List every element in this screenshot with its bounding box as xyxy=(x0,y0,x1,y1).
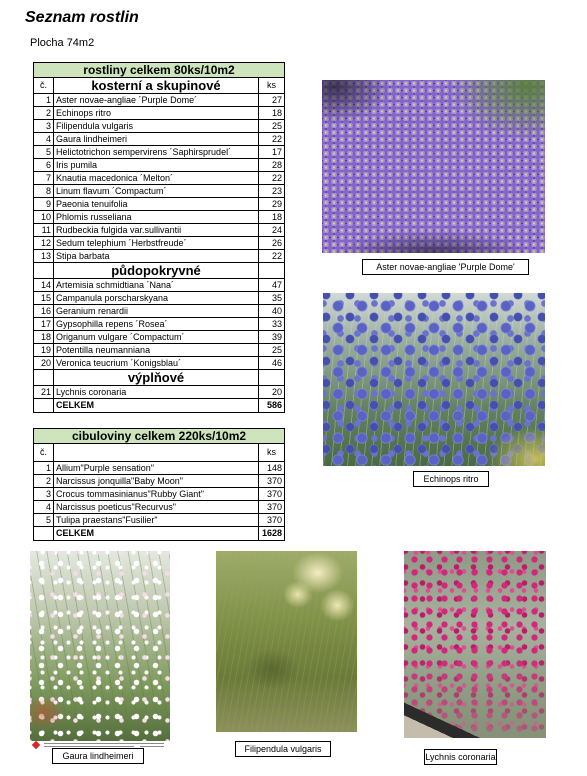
empty-cell xyxy=(34,527,54,541)
plant-name: Aster novae-angliae ´Purple Dome´ xyxy=(54,94,259,107)
table-row xyxy=(34,146,285,159)
table-row xyxy=(34,159,285,172)
table-row xyxy=(34,331,285,344)
plant-name: Campanula porscharskyana xyxy=(54,292,259,305)
row-number: 1 xyxy=(34,462,54,475)
filipendula-photo xyxy=(216,551,357,732)
table-row xyxy=(34,279,285,292)
gaura-caption: Gaura lindheimeri xyxy=(52,748,144,764)
table-row xyxy=(34,357,285,370)
row-number: 14 xyxy=(34,279,54,292)
section-row xyxy=(34,78,285,94)
row-number: 17 xyxy=(34,318,54,331)
section-title: půdopokryvné xyxy=(54,263,259,279)
lychnis-photo xyxy=(404,551,546,738)
quantity: 40 xyxy=(259,305,285,318)
quantity: 370 xyxy=(259,475,285,488)
row-number: 3 xyxy=(34,120,54,133)
plant-name: Echinops ritro xyxy=(54,107,259,120)
table-row xyxy=(34,172,285,185)
empty-cell xyxy=(259,263,285,279)
total-label: CELKEM xyxy=(54,527,259,541)
row-number: 13 xyxy=(34,250,54,263)
gaura-photo xyxy=(30,551,170,741)
plant-name: Paeonia tenuifolia xyxy=(54,198,259,211)
column-header-number: č. xyxy=(34,444,54,462)
table-row xyxy=(34,514,285,527)
quantity: 28 xyxy=(259,159,285,172)
quantity: 22 xyxy=(259,172,285,185)
table-row xyxy=(34,305,285,318)
quantity: 20 xyxy=(259,386,285,399)
plants-table-heading: rostliny celkem 80ks/10m2 xyxy=(34,63,285,78)
plant-name: Sedum telephium ´Herbstfreude´ xyxy=(54,237,259,250)
quantity: 148 xyxy=(259,462,285,475)
plant-name: Gaura lindheimeri xyxy=(54,133,259,146)
row-number: 16 xyxy=(34,305,54,318)
plant-name: Narcissus poeticus"Recurvus" xyxy=(54,501,259,514)
quantity: 22 xyxy=(259,133,285,146)
table-row xyxy=(34,344,285,357)
row-number: 2 xyxy=(34,475,54,488)
row-number: 15 xyxy=(34,292,54,305)
plant-name: Rudbeckia fulgida var.sullivantii xyxy=(54,224,259,237)
empty-cell xyxy=(54,444,259,462)
empty-cell xyxy=(34,370,54,386)
plant-name: Gypsophilla repens ´Rosea´ xyxy=(54,318,259,331)
plant-name: Crocus tommasinianus"Rubby Giant" xyxy=(54,488,259,501)
area-label: Plocha 74m2 xyxy=(30,37,95,49)
row-number: 18 xyxy=(34,331,54,344)
quantity: 22 xyxy=(259,250,285,263)
row-number: 9 xyxy=(34,198,54,211)
table-row xyxy=(34,488,285,501)
table-row xyxy=(34,94,285,107)
row-number: 4 xyxy=(34,133,54,146)
quantity: 25 xyxy=(259,120,285,133)
table-row xyxy=(34,292,285,305)
plant-name: Knautia macedonica ´Melton´ xyxy=(54,172,259,185)
row-number: 19 xyxy=(34,344,54,357)
plant-name: Filipendula vulgaris xyxy=(54,120,259,133)
row-number: 20 xyxy=(34,357,54,370)
quantity: 24 xyxy=(259,224,285,237)
credit-line xyxy=(44,746,134,747)
row-number: 1 xyxy=(34,94,54,107)
table-row xyxy=(34,107,285,120)
quantity: 18 xyxy=(259,107,285,120)
table-row xyxy=(34,475,285,488)
column-header-quantity: ks xyxy=(259,444,285,462)
page-title: Seznam rostlin xyxy=(25,9,139,26)
table-row xyxy=(34,224,285,237)
table-row xyxy=(34,386,285,399)
plants-table xyxy=(33,62,285,413)
plant-name: Linum flavum ´Compactum´ xyxy=(54,185,259,198)
table-row xyxy=(34,318,285,331)
empty-cell xyxy=(34,399,54,413)
row-number: 21 xyxy=(34,386,54,399)
row-number: 5 xyxy=(34,146,54,159)
quantity: 47 xyxy=(259,279,285,292)
table-row xyxy=(34,250,285,263)
total-label: CELKEM xyxy=(54,399,259,413)
table-row xyxy=(34,237,285,250)
echinops-caption: Echinops ritro xyxy=(413,471,489,487)
quantity: 35 xyxy=(259,292,285,305)
table-row xyxy=(34,185,285,198)
quantity: 46 xyxy=(259,357,285,370)
section-row xyxy=(34,263,285,279)
plant-name: Narcissus jonquilla"Baby Moon" xyxy=(54,475,259,488)
table-heading-row xyxy=(34,429,285,444)
row-number: 7 xyxy=(34,172,54,185)
plant-name: Iris pumila xyxy=(54,159,259,172)
table-row xyxy=(34,462,285,475)
plant-name: Veronica teucrium ´Konigsblau´ xyxy=(54,357,259,370)
plant-name: Stipa barbata xyxy=(54,250,259,263)
quantity: 370 xyxy=(259,501,285,514)
table-row xyxy=(34,198,285,211)
quantity: 23 xyxy=(259,185,285,198)
table-row xyxy=(34,120,285,133)
section-row xyxy=(34,370,285,386)
row-number: 4 xyxy=(34,501,54,514)
quantity: 18 xyxy=(259,211,285,224)
plant-name: Artemisia schmidtiana ´Nana´ xyxy=(54,279,259,292)
plant-name: Lychnis coronaria xyxy=(54,386,259,399)
column-header-row xyxy=(34,444,285,462)
row-number: 8 xyxy=(34,185,54,198)
bulbs-table xyxy=(33,428,285,541)
plant-name: Tulipa praestans"Fusilier" xyxy=(54,514,259,527)
plant-name: Allium"Purple sensation" xyxy=(54,462,259,475)
lychnis-caption: Lychnis coronaria xyxy=(424,749,497,765)
row-number: 5 xyxy=(34,514,54,527)
row-number: 10 xyxy=(34,211,54,224)
quantity: 27 xyxy=(259,94,285,107)
empty-cell xyxy=(259,370,285,386)
column-header-number: č. xyxy=(34,78,54,94)
logo-icon xyxy=(32,741,40,749)
quantity: 33 xyxy=(259,318,285,331)
total-row xyxy=(34,399,285,413)
row-number: 6 xyxy=(34,159,54,172)
table-heading-row xyxy=(34,63,285,78)
table-row xyxy=(34,133,285,146)
row-number: 3 xyxy=(34,488,54,501)
section-title: kosterní a skupinové xyxy=(54,78,259,94)
empty-cell xyxy=(34,263,54,279)
quantity: 25 xyxy=(259,344,285,357)
credit-line xyxy=(44,743,164,744)
plant-name: Geranium renardii xyxy=(54,305,259,318)
plant-name: Origanum vulgare ´Compactum´ xyxy=(54,331,259,344)
row-number: 12 xyxy=(34,237,54,250)
plant-name: Potentilla neumanniana xyxy=(54,344,259,357)
row-number: 2 xyxy=(34,107,54,120)
quantity: 370 xyxy=(259,514,285,527)
quantity: 370 xyxy=(259,488,285,501)
section-title: výplňové xyxy=(54,370,259,386)
filipendula-caption: Filipendula vulgaris xyxy=(235,741,331,757)
table-row xyxy=(34,211,285,224)
plant-name: Phlomis russeliana xyxy=(54,211,259,224)
quantity: 26 xyxy=(259,237,285,250)
total-row xyxy=(34,527,285,541)
bulbs-table-heading: cibuloviny celkem 220ks/10m2 xyxy=(34,429,285,444)
total-value: 586 xyxy=(259,399,285,413)
row-number: 11 xyxy=(34,224,54,237)
plant-name: Helictotrichon sempervirens ´Saphirsprudel´ xyxy=(54,146,259,159)
total-value: 1628 xyxy=(259,527,285,541)
aster-photo xyxy=(322,80,545,253)
aster-caption: Aster novae-angliae 'Purple Dome' xyxy=(362,259,529,275)
echinops-photo xyxy=(323,293,545,466)
column-header-quantity: ks xyxy=(259,78,285,94)
table-row xyxy=(34,501,285,514)
quantity: 39 xyxy=(259,331,285,344)
credit-line xyxy=(140,746,164,747)
quantity: 17 xyxy=(259,146,285,159)
quantity: 29 xyxy=(259,198,285,211)
